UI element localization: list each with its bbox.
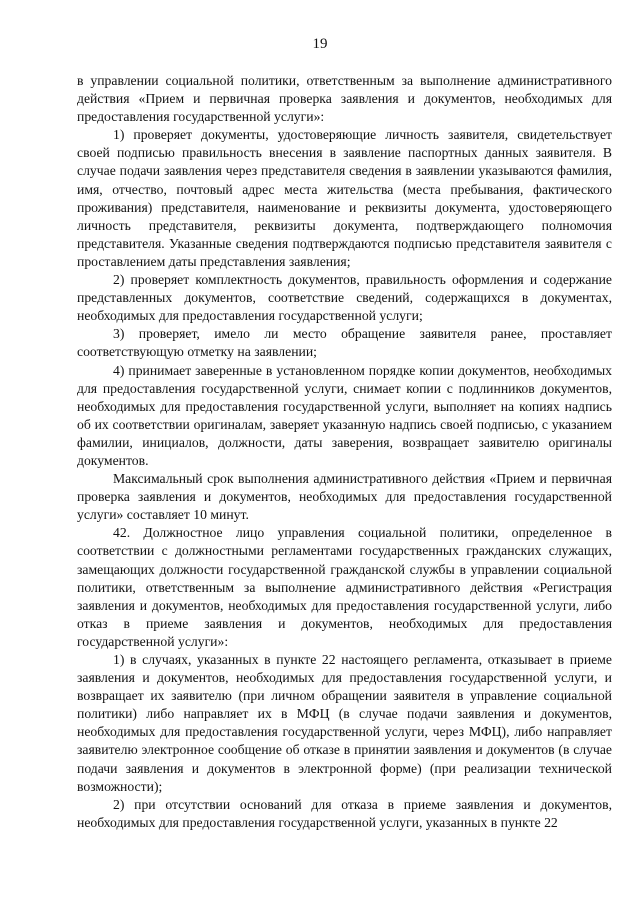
page-number: 19 [312, 36, 328, 52]
paragraph: Максимальный срок выполнения административного действия «Прием и первичная проверка заявления и документов, необходимых для предоставления государственной услуги» составляет 10 минут. [77, 471, 612, 523]
paragraph: 1) в случаях, указанных в пункте 22 настоящего регламента, отказывает в приеме заявления и документов, необходимых для предоставления государственной услуги, и возвращает их заявителю (при личном обращении заявителя в управление социальной политики) либо направляет их в МФЦ (в случае подачи заявления и документов, необходимых для предоставления государственной услуги, через МФЦ), либо направляет заявителю электронное сообщение об отказе в принятии заявления и документов (в случае подачи заявления и документов в электронной форме) (при реализации технической возможности); [77, 652, 612, 794]
paragraph: 2) при отсутствии оснований для отказа в приеме заявления и документов, необходимых для предоставления государственной услуги, указанных в пункте 22 [77, 796, 612, 830]
paragraph: в управлении социальной политики, ответственным за выполнение административного действия «Прием и первичная проверка заявления и документов, необходимых для предоставления государственной услуги»: [77, 73, 612, 125]
paragraph: 42. Должностное лицо управления социальной политики, определенное в соответствии с должностными регламентами государственных гражданских служащих, замещающих должности государственной гражданской службы в управлении социальной политики, ответственным за выполнение административного действия «Регистрация заявления и документов, необходимых для предоставления государственной услуги, либо отказ в приеме заявления и документов, необходимых для предоставления государственной услуги»: [77, 525, 612, 649]
paragraph: 2) проверяет комплектность документов, правильность оформления и содержание представленных документов, соответствие сведений, содержащихся в документах, необходимых для предоставления государственной услуги; [77, 272, 612, 324]
paragraph: 1) проверяет документы, удостоверяющие личность заявителя, свидетельствует своей подписью правильность внесения в заявление паспортных данных заявителя. В случае подачи заявления через представителя сведения в заявлении указываются фамилия, имя, отчество, почтовый адрес места жительства (места пребывания, фактического проживания) представителя, наименование и реквизиты документа, удостоверяющего личность представителя, реквизиты документа, подтверждающего полномочия представителя. Указанные сведения подтверждаются подписью представителя заявителя с проставлением даты представления заявления; [77, 127, 612, 269]
document-body [77, 72, 612, 832]
paragraph: 3) проверяет, имело ли место обращение заявителя ранее, проставляет соответствующую отметку на заявлении; [77, 326, 612, 360]
paragraph: 4) принимает заверенные в установленном порядке копии документов, необходимых для предоставления государственной услуги, снимает копии с подлинников документов, необходимых для предоставления государственной услуги, выполняет на копиях надпись об их соответствии оригиналам, заверяет указанную надпись своей подписью, с указанием фамилии, инициалов, должности, даты заверения, возвращает заявителю оригиналы документов. [77, 362, 612, 468]
